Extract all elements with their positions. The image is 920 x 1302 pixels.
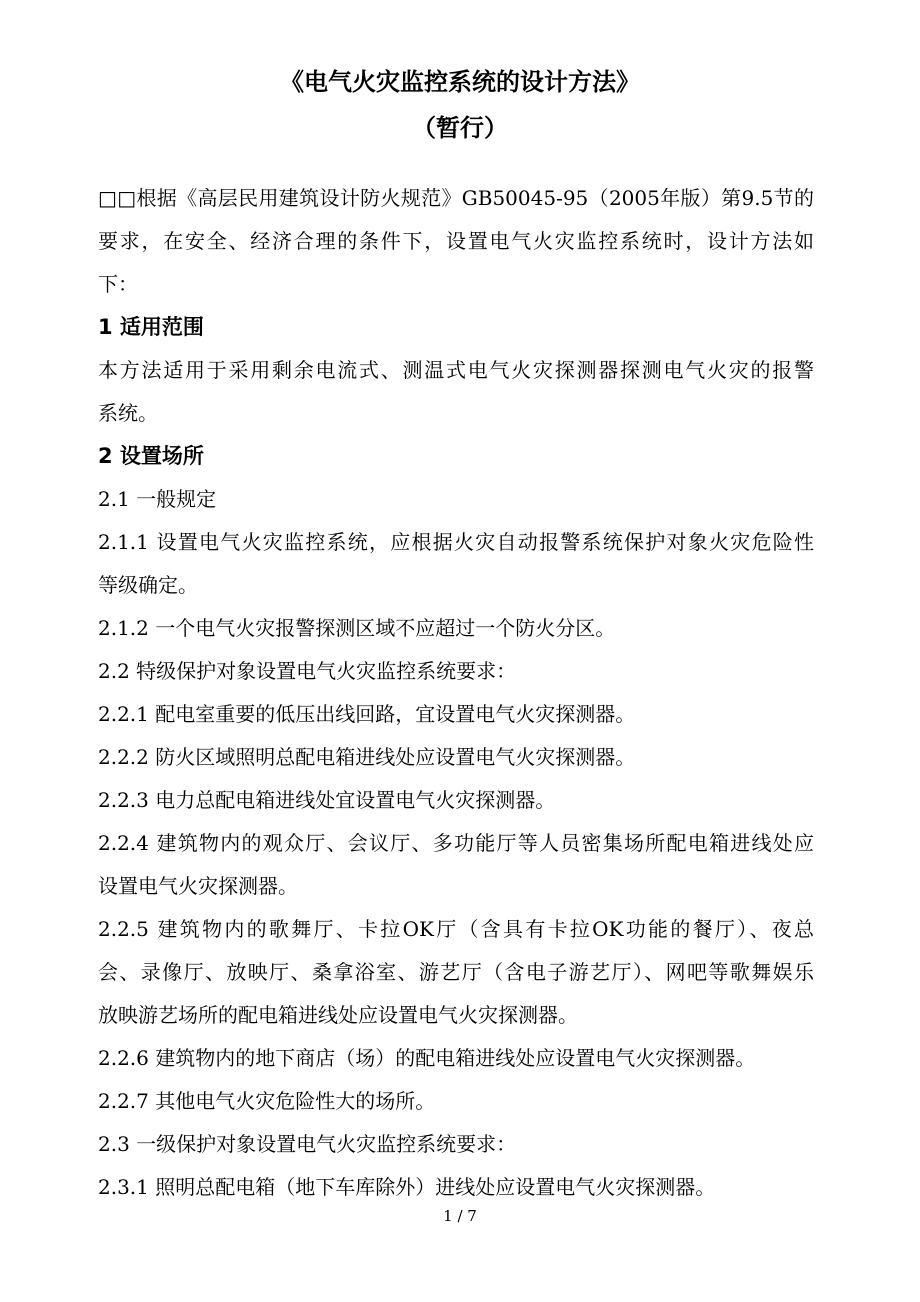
page-number: 1 / 7 <box>443 1207 477 1225</box>
clause-2-1: 2.1 一般规定 <box>98 487 217 511</box>
document-title: 《电气火灾监控系统的设计方法》 <box>280 68 640 96</box>
section-2-heading: 2 设置场所 <box>98 444 204 468</box>
intro-line-1: □□根据《高层民用建筑设计防火规范》GB50045-95（2005年版）第9.5节的 <box>98 186 814 210</box>
clause-2-1-2: 2.1.2 一个电气火灾报警探测区域不应超过一个防火分区。 <box>98 616 616 640</box>
clause-2-2-2: 2.2.2 防火区域照明总配电箱进线处应设置电气火灾探测器。 <box>98 745 636 769</box>
clause-2-2-3: 2.2.3 电力总配电箱进线处宜设置电气火灾探测器。 <box>98 788 556 812</box>
section-1-heading: 1 适用范围 <box>98 315 204 339</box>
clause-2-2-6: 2.2.6 建筑物内的地下商店（场）的配电箱进线处应设置电气火灾探测器。 <box>98 1046 756 1070</box>
clause-2-3-1: 2.3.1 照明总配电箱（地下车库除外）进线处应设置电气火灾探测器。 <box>98 1175 716 1199</box>
clause-2-2-5-line-3: 放映游艺场所的配电箱进线处应设置电气火灾探测器。 <box>98 1003 578 1027</box>
clause-2-2-4-line-2: 设置电气火灾探测器。 <box>98 874 298 898</box>
clause-2-2-1: 2.2.1 配电室重要的低压出线回路，宜设置电气火灾探测器。 <box>98 702 636 726</box>
clause-2-2-5-line-2: 会、录像厅、放映厅、桑拿浴室、游艺厅（含电子游艺厅）、网吧等歌舞娱乐 <box>98 960 814 984</box>
clause-2-2: 2.2 特级保护对象设置电气火灾监控系统要求： <box>98 659 517 683</box>
intro-line-3: 下： <box>98 272 138 296</box>
clause-2-1-1-line-2: 等级确定。 <box>98 573 198 597</box>
section-1-body-line-1: 本方法适用于采用剩余电流式、测温式电气火灾探测器探测电气火灾的报警 <box>98 358 814 382</box>
clause-2-3: 2.3 一级保护对象设置电气火灾监控系统要求： <box>98 1132 517 1156</box>
clause-2-2-7: 2.2.7 其他电气火灾危险性大的场所。 <box>98 1089 436 1113</box>
clause-2-2-5-line-1: 2.2.5 建筑物内的歌舞厅、卡拉OK厅（含具有卡拉OK功能的餐厅）、夜总 <box>98 917 814 941</box>
intro-line-2: 要求，在安全、经济合理的条件下，设置电气火灾监控系统时，设计方法如 <box>98 229 814 253</box>
section-1-body-line-2: 系统。 <box>98 401 158 425</box>
clause-2-1-1-line-1: 2.1.1 设置电气火灾监控系统，应根据火灾自动报警系统保护对象火灾危险性 <box>98 530 814 554</box>
document-subtitle: （暂行） <box>412 114 508 142</box>
clause-2-2-4-line-1: 2.2.4 建筑物内的观众厅、会议厅、多功能厅等人员密集场所配电箱进线处应 <box>98 831 814 855</box>
